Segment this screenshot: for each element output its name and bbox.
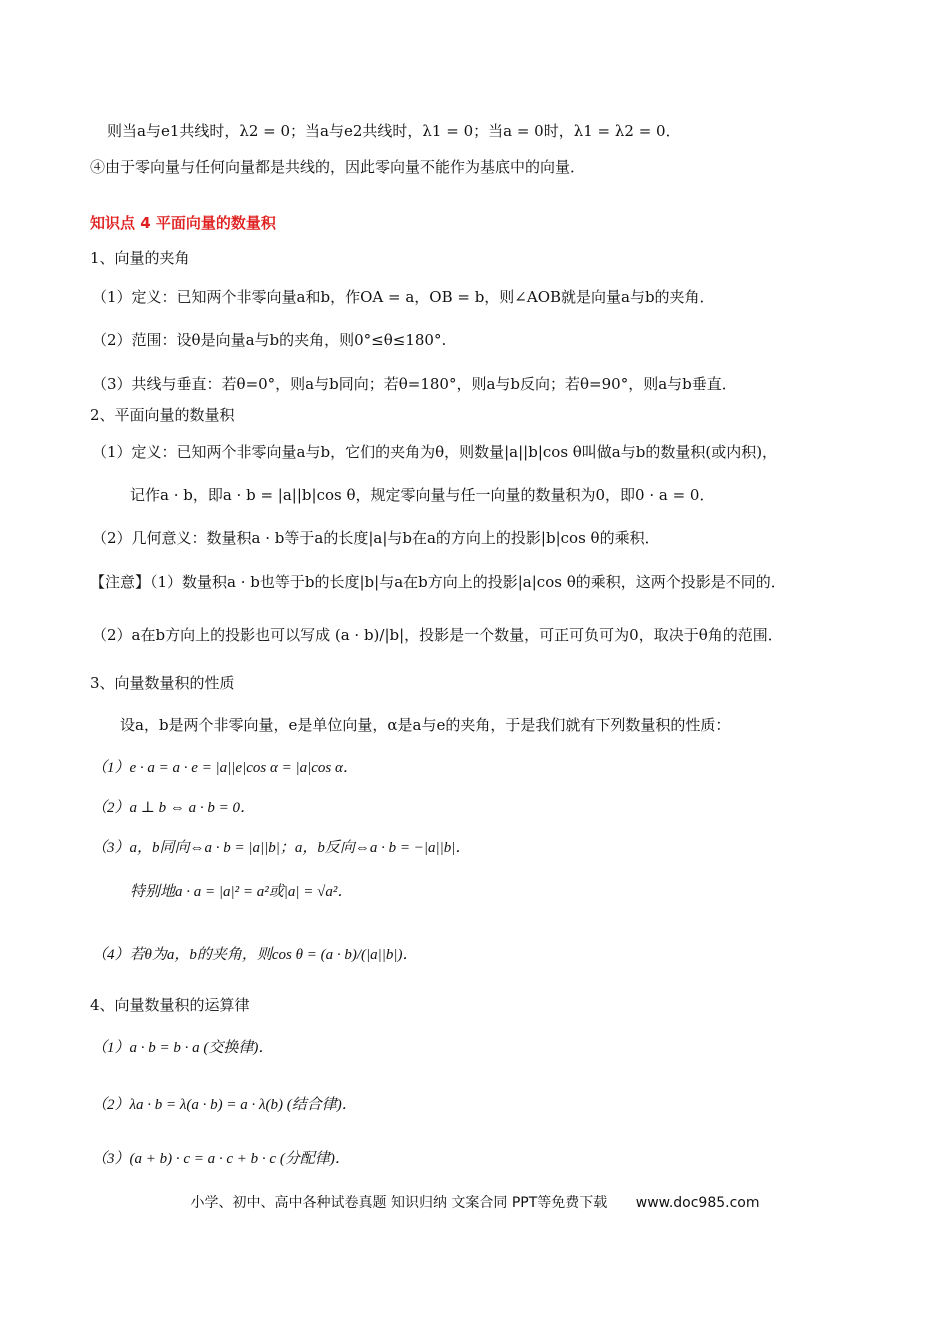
- heading-vector-angle: 1、向量的夹角: [90, 249, 190, 267]
- zero-vector-note: ④由于零向量与任何向量都是共线的，因此零向量不能作为基底中的向量．: [90, 158, 586, 176]
- angle-range: （2）范围：设θ是向量a与b的夹角，则0°≤θ≤180°.: [92, 331, 447, 349]
- note-projection-1: 【注意】（1）数量积a · b也等于b的长度|b|与a在b方向上的投影|a|cos θ的乘积，这两个投影是不同的．: [90, 573, 786, 591]
- dot-product-definition: （1）定义：已知两个非零向量a与b，它们的夹角为θ，则数量|a||b|cos θ叫做a与b的数量积(或内积)，: [92, 443, 778, 461]
- properties-intro: 设a，b是两个非零向量，e是单位向量，α是a与e的夹角，于是我们就有下列数量积的性质：: [120, 716, 731, 734]
- heading-dot-product: 2、平面向量的数量积: [90, 406, 235, 424]
- heading-dot-product-properties: 3、向量数量积的性质: [90, 674, 235, 692]
- property-3-special: 特别地a · a = |a|² = a²或|a| = √a²．: [130, 884, 353, 900]
- law-associative: （2）λa · b = λ(a · b) = a · λ(b) (结合律)．: [92, 1097, 357, 1113]
- page-footer: [0, 1192, 950, 1212]
- dot-product-notation: 记作a · b，即a · b = |a||b|cos θ，规定零向量与任一向量的数量积为0，即0 · a = 0．: [130, 486, 715, 504]
- note-projection-2: （2）a在b方向上的投影也可以写成 (a · b)/|b|，投影是一个数量，可正可负可为0，取决于θ角的范围．: [92, 626, 783, 644]
- property-4: （4）若θ为a，b的夹角，则cos θ = (a · b)/(|a||b|)．: [92, 947, 418, 963]
- property-2: （2）a ⊥ b ⇔ a · b = 0．: [92, 800, 255, 816]
- angle-definition: （1）定义：已知两个非零向量a和b，作OA = a，OB = b，则∠AOB就是向量a与b的夹角．: [92, 288, 715, 306]
- law-commutative: （1）a · b = b · a (交换律)．: [92, 1040, 274, 1056]
- footer-url[interactable]: www.doc985.com: [635, 1195, 760, 1211]
- property-3: （3）a，b同向⇔a · b = |a||b|；a，b反向⇔a · b = −|a||b|．: [92, 840, 471, 856]
- dot-product-geometry: （2）几何意义：数量积a · b等于a的长度|a|与b在a的方向上的投影|b|cos θ的乘积．: [92, 529, 660, 547]
- law-distributive: （3）(a + b) · c = a · c + b · c (分配律)．: [92, 1151, 350, 1167]
- angle-collinear-perpendicular: （3）共线与垂直：若θ=0°，则a与b同向；若θ=180°，则a与b反向；若θ=90°，则a与b垂直．: [92, 375, 737, 393]
- property-1: （1）e · a = a · e = |a||e|cos α = |a|cos α．: [92, 760, 358, 776]
- heading-operation-laws: 4、向量数量积的运算律: [90, 996, 250, 1014]
- section-title: 知识点 4 平面向量的数量积: [90, 214, 276, 232]
- footer-text: 小学、初中、高中各种试卷真题 知识归纳 文案合同 PPT等免费下载: [190, 1195, 608, 1211]
- basis-coefficient-note: 则当a与e1共线时，λ2 = 0；当a与e2共线时，λ1 = 0；当a = 0时，λ1 = λ2 = 0．: [107, 122, 681, 140]
